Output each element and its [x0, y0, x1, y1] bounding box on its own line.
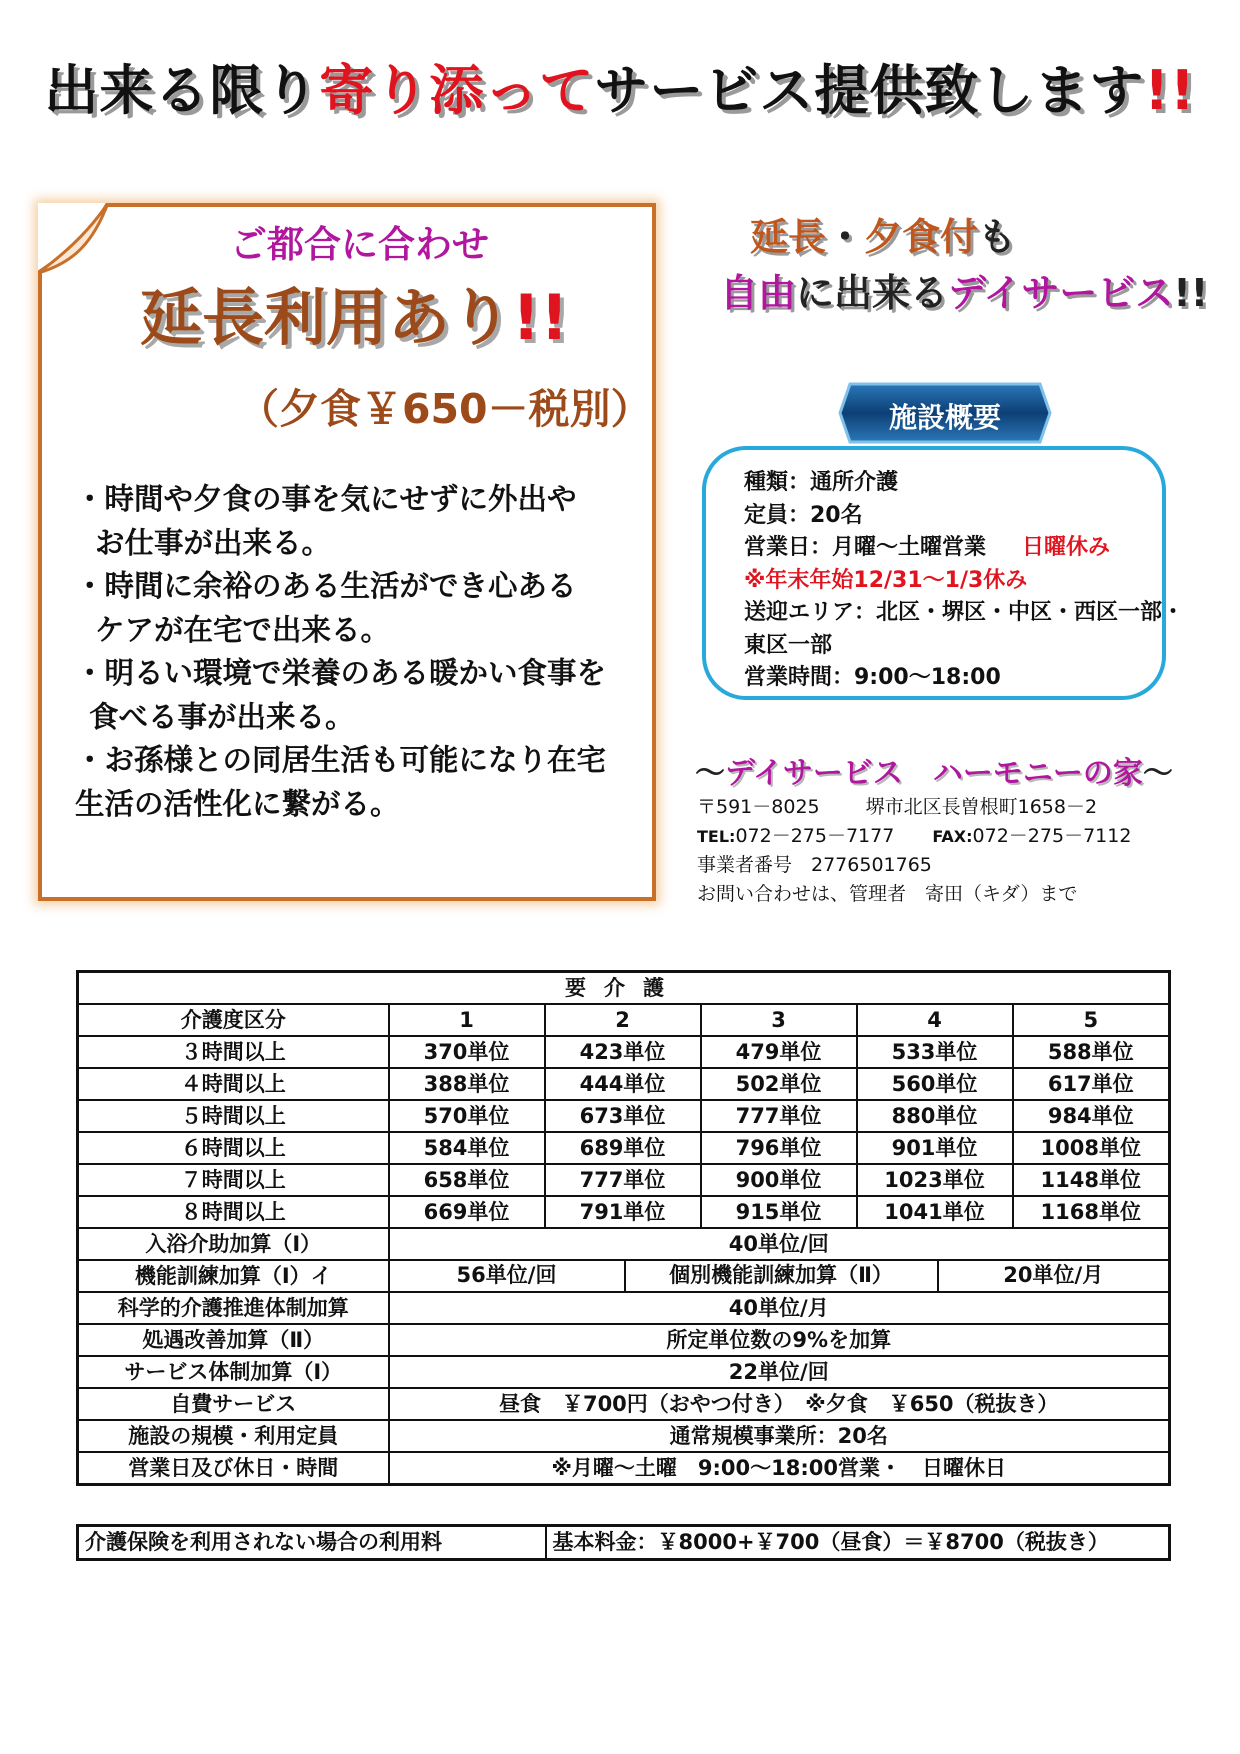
table-row — [78, 972, 1170, 1005]
table-row — [78, 1388, 1170, 1420]
table-cell: 900単位 — [701, 1164, 857, 1196]
facility-type: 種類：通所介護 — [744, 470, 899, 495]
tagline-text: 延長 — [750, 215, 827, 259]
facility-area: 送迎エリア：北区・堺区・中区・西区一部・ — [744, 600, 1185, 625]
company-address-line — [697, 793, 1131, 822]
facility-capacity: 定員：20名 — [744, 502, 863, 528]
promo-bullet-list — [75, 478, 645, 826]
table-cell: 介護度区分 — [78, 1004, 389, 1036]
bullet-line: ・お孫様との同居生活も可能になり在宅 — [75, 743, 607, 777]
facility-area-cont: 東区一部 — [744, 632, 833, 658]
contact-note: お問い合わせは、管理者 寄田（キダ）まで — [697, 883, 1078, 905]
business-number: 事業者番号 2776501765 — [697, 854, 932, 876]
table-cell: 3 — [701, 1004, 857, 1036]
table-row — [78, 1100, 1170, 1132]
table-cell: 502単位 — [701, 1068, 857, 1100]
table-cell: ６時間以上 — [78, 1132, 389, 1164]
table-cell: 2 — [545, 1004, 701, 1036]
table-cell: 880単位 — [857, 1100, 1013, 1132]
company-name — [695, 748, 1173, 792]
table-cell: 584単位 — [389, 1132, 545, 1164]
table-cell: 1168単位 — [1013, 1196, 1170, 1228]
care-level-table — [76, 970, 1171, 1486]
table-cell: ４時間以上 — [78, 1068, 389, 1100]
table-cell: 588単位 — [1013, 1036, 1170, 1068]
table-row — [78, 1004, 1170, 1036]
table-cell: 791単位 — [545, 1196, 701, 1228]
table-row — [78, 1132, 1170, 1164]
company-tilde: ～ — [695, 756, 725, 791]
table-cell: 673単位 — [545, 1100, 701, 1132]
table-row — [78, 1292, 1170, 1324]
bullet-line: ・明るい環境で栄養のある暖かい食事を — [75, 656, 607, 690]
table-cell: 20単位/月 — [1003, 1263, 1104, 1287]
table-cell: 科学的介護推進体制加算 — [78, 1292, 389, 1324]
bullet-line: ・時間や夕食の事を気にせずに外出や — [75, 482, 577, 516]
table-row — [78, 1196, 1170, 1228]
tagline-text: デイサービス — [948, 271, 1174, 315]
promo-title-mark: !! — [512, 281, 569, 354]
fax-number: 072－275－7112 — [972, 825, 1132, 847]
tel-label: TEL: — [697, 827, 736, 846]
table-cell: 915単位 — [701, 1196, 857, 1228]
table-row — [78, 1324, 1170, 1356]
table-cell: ３時間以上 — [78, 1036, 389, 1068]
tel-number: 072－275－7177 — [735, 825, 895, 847]
tagline-line1 — [750, 206, 1016, 261]
table-header: 要介護 — [78, 972, 1170, 1005]
table-cell: 370単位 — [389, 1036, 545, 1068]
table-row — [78, 1260, 1170, 1292]
table-cell: 1148単位 — [1013, 1164, 1170, 1196]
table-cell: サービス体制加算（Ⅰ） — [78, 1356, 389, 1388]
fee-value: 基本料金：￥8000+￥700（昼食）＝￥8700（税抜き） — [546, 1526, 1170, 1560]
table-row — [78, 1036, 1170, 1068]
table-row — [78, 1228, 1170, 1260]
table-cell: 施設の規模・利用定員 — [78, 1420, 389, 1452]
table-cell: ７時間以上 — [78, 1164, 389, 1196]
table-cell-split — [389, 1260, 1170, 1292]
table-cell: 1041単位 — [857, 1196, 1013, 1228]
tagline-text: !! — [1173, 271, 1209, 315]
table-cell: 営業日及び休日・時間 — [78, 1452, 389, 1485]
table-cell: 658単位 — [389, 1164, 545, 1196]
table-cell: 所定単位数の9%を加算 — [389, 1324, 1170, 1356]
table-cell: 669単位 — [389, 1196, 545, 1228]
company-tilde: ～ — [1142, 756, 1173, 791]
bullet-line: ・時間に余裕のある生活ができ心ある — [75, 569, 577, 603]
bullet-line: お仕事が出来る。 — [95, 525, 332, 560]
table-cell: 423単位 — [545, 1036, 701, 1068]
table-cell: 560単位 — [857, 1068, 1013, 1100]
facility-badge-label: 施設概要 — [888, 401, 1001, 434]
tagline-text: に出来る — [796, 271, 949, 315]
table-cell: 5 — [1013, 1004, 1170, 1036]
facility-days-text: 営業日：月曜～土曜営業 — [744, 535, 987, 560]
tagline-text: も — [978, 215, 1017, 259]
table-cell: 1023単位 — [857, 1164, 1013, 1196]
table-cell: 796単位 — [701, 1132, 857, 1164]
table-cell: 通常規模事業所：20名 — [389, 1420, 1170, 1452]
address: 堺市北区長曽根町1658－2 — [865, 796, 1098, 818]
headline-part2: 寄り添って — [319, 59, 595, 122]
table-cell: 1 — [389, 1004, 545, 1036]
table-cell: ５時間以上 — [78, 1100, 389, 1132]
facility-hours: 営業時間：9:00～18:00 — [744, 665, 1001, 690]
table-cell: 入浴介助加算（Ⅰ） — [78, 1228, 389, 1260]
table-cell: 777単位 — [545, 1164, 701, 1196]
fee-label: 介護保険を利用されない場合の利用料 — [78, 1526, 546, 1560]
table-cell: 56単位/回 — [390, 1261, 626, 1291]
promo-subtitle: ご都合に合わせ — [230, 223, 489, 266]
table-cell: 388単位 — [389, 1068, 545, 1100]
table-cell: 479単位 — [701, 1036, 857, 1068]
promo-title — [140, 268, 569, 357]
company-phone-line — [697, 822, 1131, 851]
table-cell: 40単位/月 — [389, 1292, 1170, 1324]
table-row — [78, 1068, 1170, 1100]
facility-holiday: ※年末年始12/31～1/3休み — [744, 567, 1028, 593]
facility-days — [744, 532, 1184, 565]
bullet-line: 食べる事が出来る。 — [89, 699, 355, 734]
table-cell: 40単位/回 — [389, 1228, 1170, 1260]
facility-info-lines — [744, 467, 1184, 695]
table-cell: 処遇改善加算（Ⅱ） — [78, 1324, 389, 1356]
headline-exclaim: !! — [1144, 59, 1196, 122]
tagline-text: ・ — [826, 215, 865, 259]
headline-part1: 出来る限り — [44, 59, 320, 122]
table-row — [78, 1420, 1170, 1452]
fee-table — [76, 1524, 1171, 1561]
facility-closed: 日曜休み — [1022, 535, 1111, 560]
promo-price: （夕食￥650－税別） — [238, 385, 652, 433]
table-row — [78, 1356, 1170, 1388]
table-cell: 617単位 — [1013, 1068, 1170, 1100]
table-cell: 自費サービス — [78, 1388, 389, 1420]
tagline-text: 夕食付 — [864, 215, 979, 259]
promo-title-main: 延長利用あり — [140, 281, 513, 354]
table-cell: 機能訓練加算（Ⅰ）イ — [78, 1260, 389, 1292]
table-cell: ８時間以上 — [78, 1196, 389, 1228]
table-cell: 570単位 — [389, 1100, 545, 1132]
table-row — [78, 1452, 1170, 1485]
table-cell: 533単位 — [857, 1036, 1013, 1068]
table-cell: 901単位 — [857, 1132, 1013, 1164]
table-cell: 個別機能訓練加算（Ⅱ） — [626, 1261, 939, 1291]
bullet-line: 生活の活性化に繋がる。 — [75, 786, 400, 821]
table-cell: 4 — [857, 1004, 1013, 1036]
tagline-line2 — [720, 262, 1208, 317]
table-cell: ※月曜～土曜 9:00～18:00営業・ 日曜休日 — [389, 1452, 1170, 1485]
headline — [0, 48, 1240, 125]
table-cell: 昼食 ￥700円（おやつ付き） ※夕食 ￥650（税抜き） — [389, 1388, 1170, 1420]
table-cell: 22単位/回 — [389, 1356, 1170, 1388]
table-cell: 984単位 — [1013, 1100, 1170, 1132]
bullet-line: ケアが在宅で出来る。 — [95, 612, 391, 647]
table-cell: 689単位 — [545, 1132, 701, 1164]
tagline-text: 自由 — [720, 271, 797, 315]
table-cell: 777単位 — [701, 1100, 857, 1132]
postal-code: 〒591－8025 — [697, 796, 820, 818]
table-cell: 1008単位 — [1013, 1132, 1170, 1164]
headline-part3: サービス提供致します — [594, 59, 1145, 122]
company-contact — [697, 793, 1131, 909]
fax-label: FAX: — [932, 827, 973, 846]
table-cell: 444単位 — [545, 1068, 701, 1100]
table-row — [78, 1526, 1170, 1560]
table-row — [78, 1164, 1170, 1196]
company-name-text: デイサービス ハーモニーの家 — [725, 756, 1143, 791]
